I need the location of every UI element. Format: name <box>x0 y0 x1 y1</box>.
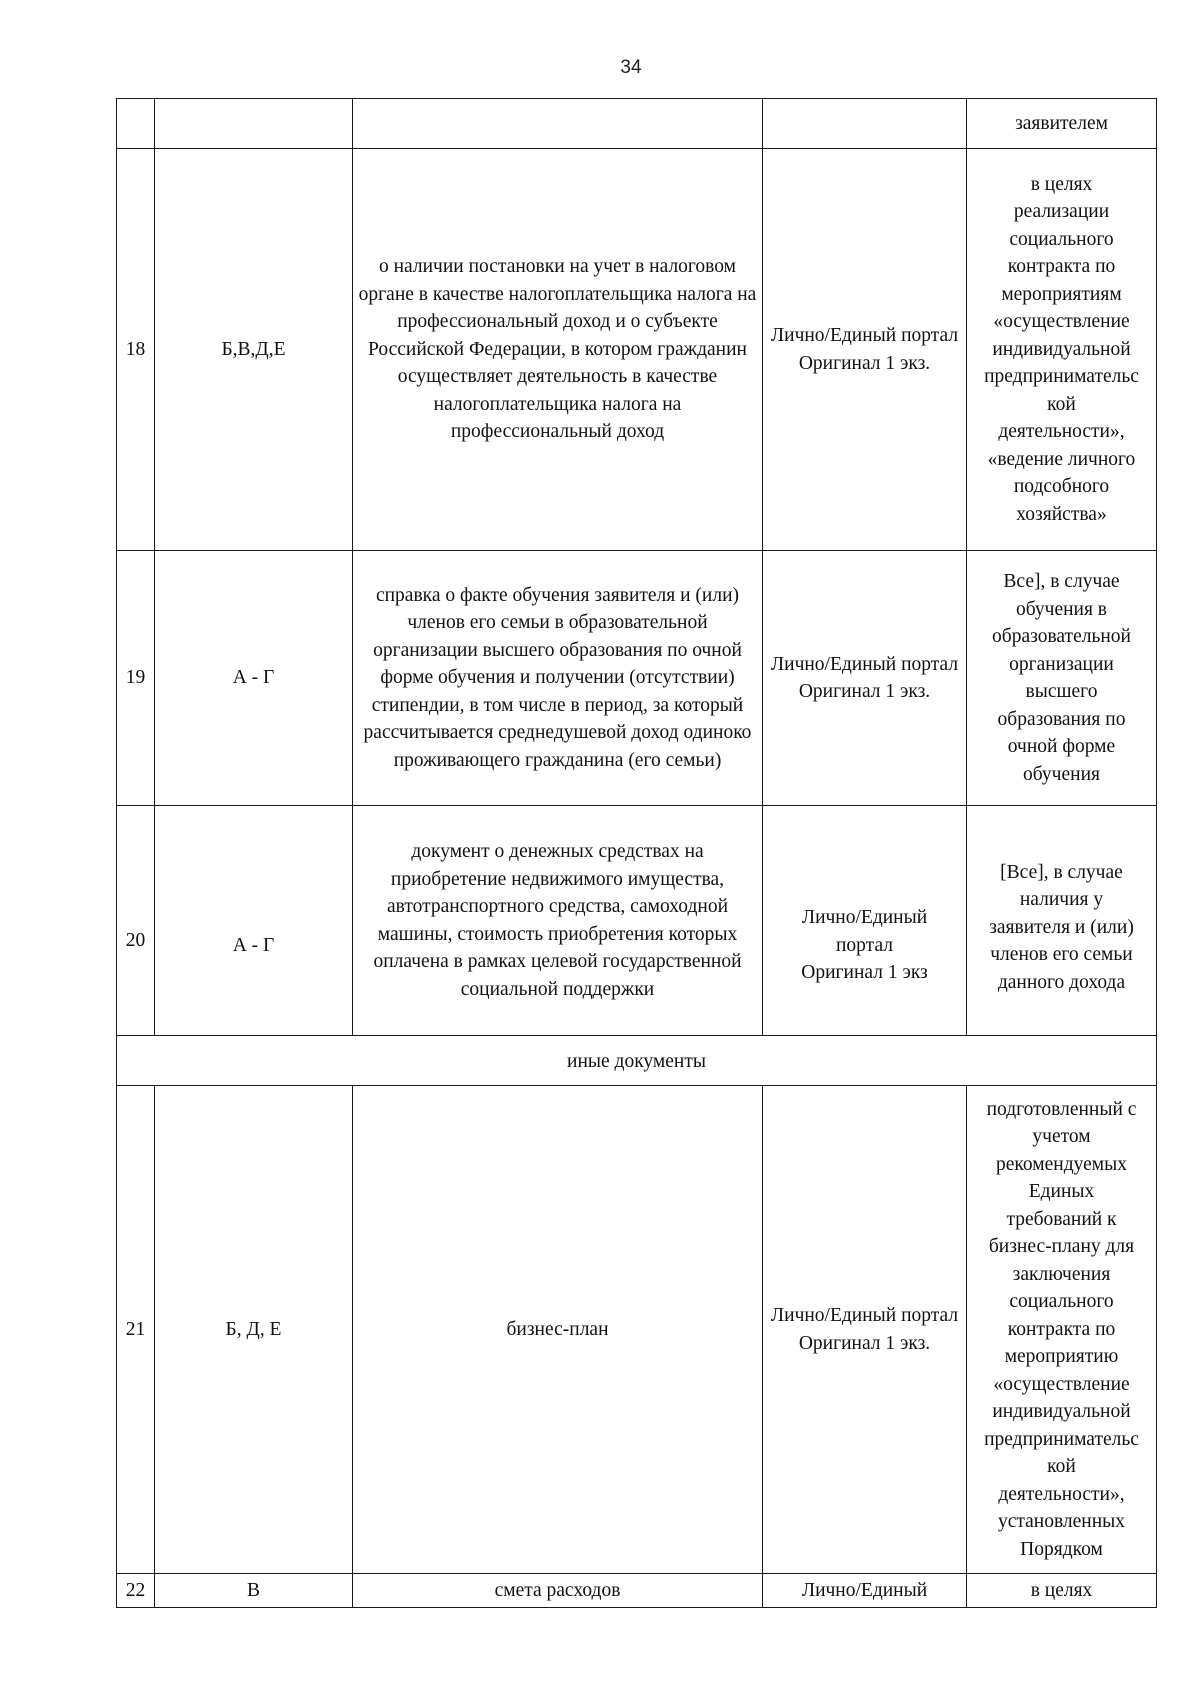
note-line: бизнес-плану для <box>988 1236 1135 1258</box>
note-line: «осуществление <box>993 311 1130 333</box>
note-line: требований к <box>1006 1208 1117 1230</box>
note-line: установленных <box>997 1511 1126 1533</box>
table-row-19 <box>117 551 1157 806</box>
cell-categories: Б, Д, Е <box>155 1086 353 1574</box>
cell-categories <box>155 99 353 149</box>
cell-num: 21 <box>117 1086 155 1574</box>
table-row-20 <box>117 806 1157 1036</box>
note-line: Порядком <box>1020 1538 1103 1560</box>
table-row-18 <box>117 149 1157 551</box>
note-line: контракта по <box>1007 256 1116 278</box>
note-line: предпринимательс <box>984 366 1139 388</box>
cell-note <box>967 149 1157 551</box>
page-number: 34 <box>620 57 642 78</box>
cell-note: в целях <box>967 1574 1157 1608</box>
cell-categories: Б,В,Д,Е <box>155 149 353 551</box>
cell-description <box>353 99 763 149</box>
note-line: образовательной <box>992 626 1131 647</box>
note-line: мероприятию <box>1004 1346 1119 1368</box>
note-line: в целях <box>1030 173 1093 195</box>
note-line: кой <box>1047 393 1076 415</box>
section-heading-row <box>117 1036 1157 1086</box>
note-line: подсобного <box>1013 476 1110 498</box>
note-line: предпринимательс <box>984 1428 1139 1450</box>
note-line: заявителя и (или) <box>989 916 1134 938</box>
submission-line: Лично/Единый <box>801 907 928 929</box>
note-line: очной форме <box>1007 736 1116 757</box>
note-line: рекомендуемых <box>996 1153 1127 1175</box>
note-line: данного дохода <box>997 971 1126 993</box>
submission-line: портал <box>836 934 893 956</box>
note-line: социального <box>1009 228 1114 250</box>
cell-num: 20 <box>117 806 155 1036</box>
table-row-continuation <box>117 99 1157 149</box>
cell-categories: А - Г <box>155 806 353 1036</box>
cell-description: документ о денежных средствах на приобретение недвижимого имущества, автотранспортного средства, самоходной машины, стоимость приобретения которых оплачена в рамках целевой государственной социальной поддержки <box>353 806 763 1036</box>
note-line: заключения <box>1012 1263 1111 1285</box>
cell-categories: В <box>155 1574 353 1608</box>
note-line: обучения в <box>1015 598 1108 620</box>
note-line: наличия у <box>1019 889 1104 911</box>
cell-num: 22 <box>117 1574 155 1608</box>
note-line: «осуществление <box>993 1373 1130 1395</box>
note-line: подготовленный с <box>986 1098 1137 1120</box>
note-line: организации <box>1009 653 1114 675</box>
note-line: деятельности», <box>998 421 1125 443</box>
cell-note <box>967 806 1157 1036</box>
cell-submission: Лично/Единый портал Оригинал 1 экз. <box>763 551 967 806</box>
note-line: [Все], в случае <box>1000 861 1123 883</box>
note-line: учетом <box>1032 1126 1091 1148</box>
note-line: мероприятиям <box>1001 283 1122 305</box>
submission-line: Оригинал 1 экз <box>801 962 928 984</box>
section-heading: иные документы <box>117 1036 1157 1086</box>
note-line: индивидуальной <box>992 338 1131 360</box>
note-line: обучения <box>1023 763 1100 785</box>
cell-description: справка о факте обучения заявителя и (или) членов его семьи в образовательной организации высшего образования по очной форме обучения и получении (отсутствии) стипендии, в том числе в период, за который рассчитывается среднедушевой доход одиноко проживающего гражданина (его семьи) <box>353 551 763 806</box>
note-line: хозяйства» <box>1016 503 1107 525</box>
table-row-21 <box>117 1086 1157 1574</box>
note-line: членов его семьи <box>990 944 1133 966</box>
note-line: «ведение личного <box>987 448 1136 470</box>
note-line: образования по <box>997 708 1126 730</box>
cell-note: заявителем <box>967 99 1157 149</box>
cell-description: о наличии постановки на учет в налоговом органе в качестве налогоплательщика налога на профессиональный доход и о субъекте Российской Федерации, в котором гражданин осуществляет деятельность в качестве налогоплательщика налога на профессиональный доход <box>353 149 763 551</box>
cell-num: 19 <box>117 551 155 806</box>
note-line: кой <box>1047 1456 1076 1478</box>
cell-submission: Лично/Единый портал Оригинал 1 экз. <box>763 1086 967 1574</box>
cell-note <box>967 551 1157 806</box>
cell-submission <box>763 99 967 149</box>
cell-description: смета расходов <box>353 1574 763 1608</box>
note-line: высшего <box>1025 681 1098 702</box>
cell-submission: Лично/Единый <box>763 1574 967 1608</box>
cell-submission: Лично/Единый портал Оригинал 1 экз. <box>763 149 967 551</box>
note-line: социального <box>1009 1291 1114 1313</box>
cell-submission <box>763 806 967 1036</box>
table-row-22 <box>117 1574 1157 1608</box>
note-line: реализации <box>1013 201 1110 223</box>
note-line: Все], в случае <box>1003 571 1120 592</box>
cell-description: бизнес-план <box>353 1086 763 1574</box>
note-line: индивидуальной <box>992 1401 1131 1423</box>
cell-categories: А - Г <box>155 551 353 806</box>
documents-table <box>116 98 1157 1608</box>
note-line: Единых <box>1028 1181 1095 1203</box>
cell-note <box>967 1086 1157 1574</box>
cell-num <box>117 99 155 149</box>
cell-num: 18 <box>117 149 155 551</box>
note-line: деятельности», <box>998 1483 1125 1505</box>
note-line: контракта по <box>1007 1318 1116 1340</box>
